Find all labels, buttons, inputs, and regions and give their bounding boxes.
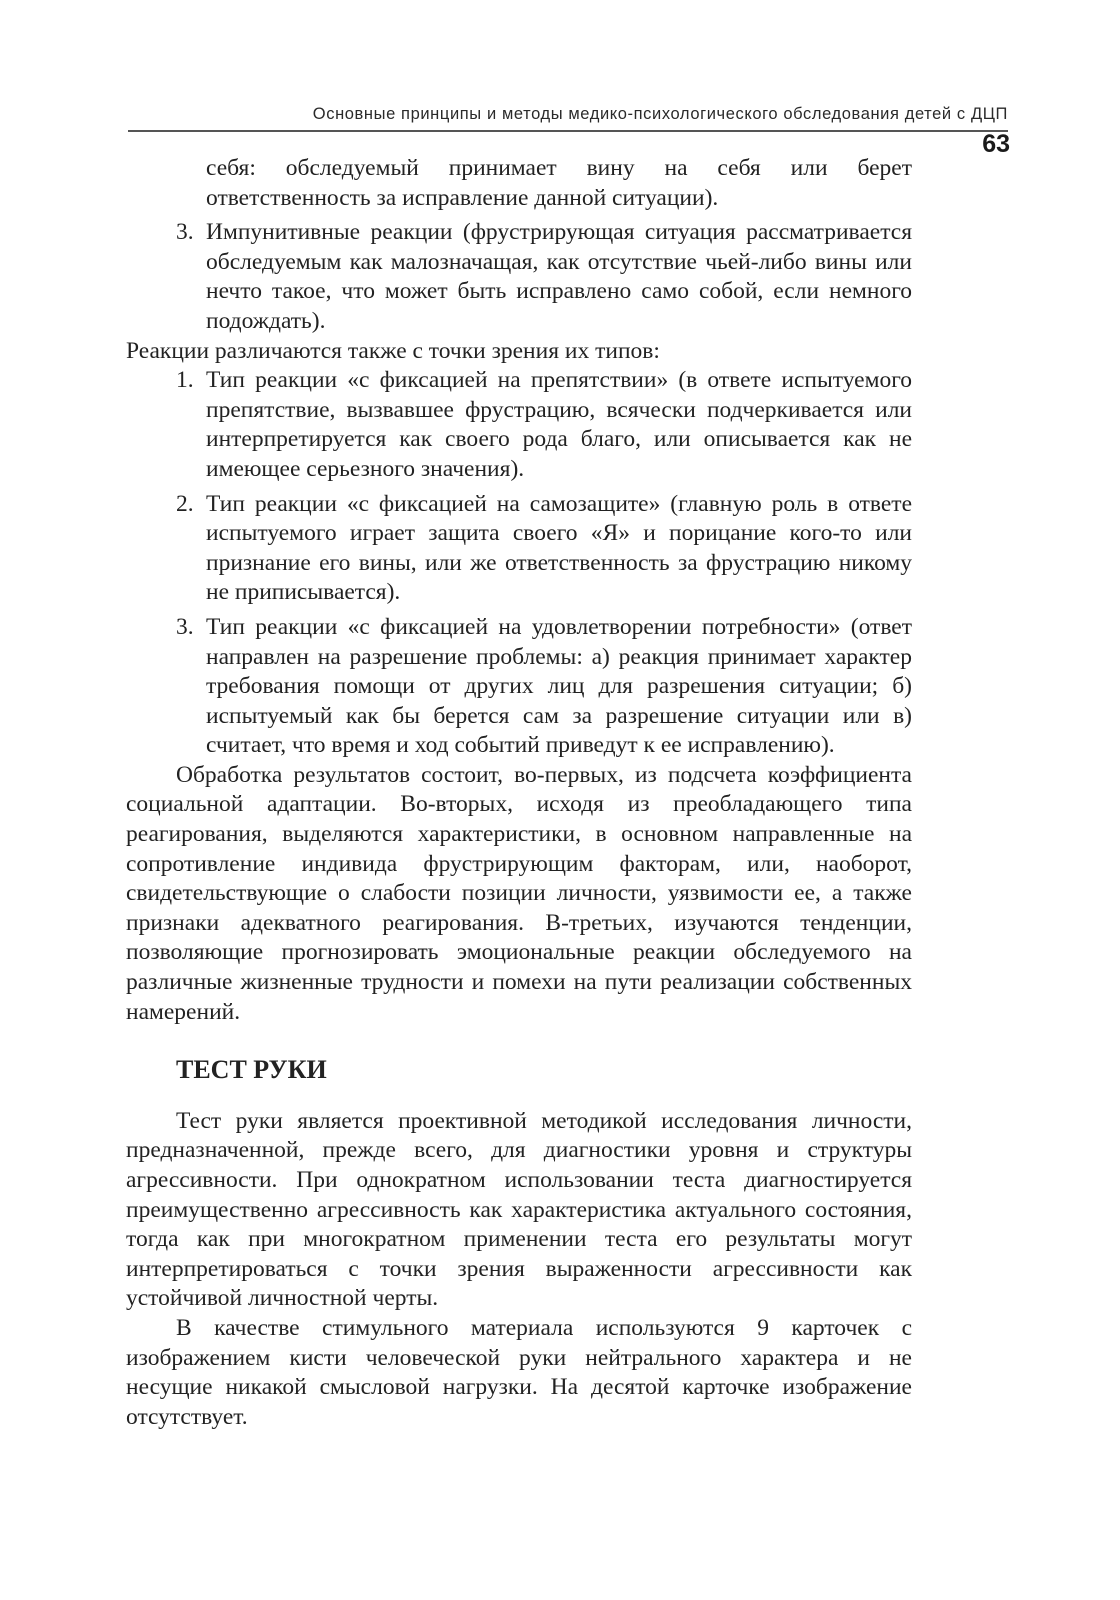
section-heading: ТЕСТ РУКИ: [176, 1055, 327, 1085]
list-item-number: 3.: [176, 219, 194, 246]
page-number: 63: [982, 130, 1010, 158]
list-item: [126, 490, 912, 608]
list-item: [126, 366, 912, 484]
section-paragraph: В качестве стимульного материала используются 9 карточек с изображением кисти человеческой руки нейтрального характера и не несущие никакой смысловой нагрузки. На десятой карточке изображение отсутствует.: [126, 1314, 912, 1430]
list-item: [126, 613, 912, 761]
list-item-text: Тип реакции «с фиксацией на препятствии» (в ответе испытуемого препятствие, вызвавшее фрустрацию, всячески подчеркивается или интерпретируется как своего рода благо, или описывается как не имеющее серьезного значения).: [206, 367, 912, 482]
list-item-text: Тип реакции «с фиксацией на удовлетворении потребности» (ответ направлен на разрешение проблемы: а) реакция принимает характер требования помощи от других лиц для разрешения ситуации; б) испытуемый как бы берется сам за разрешение ситуации или в) считает, что время и ход событий приведут к ее исправлению).: [206, 613, 912, 759]
list-item-text: Тип реакции «с фиксацией на самозащите» (главную роль в ответе испытуемого играет защита своего «Я» и порицание кого-то или признание его вины, или же ответственность за фрустрацию никому не приписывается).: [206, 490, 912, 606]
continuation-text: себя: обследуемый принимает вину на себя или берет ответственность за исправление данной ситуации).: [206, 155, 912, 211]
list-item-number: 3.: [176, 613, 194, 640]
section-paragraph: Тест руки является проективной методикой исследования личности, предназначенной, прежде всего, для диагностики уровня и структуры агрессивности. При однократном использовании теста диагностируется преимущественно агрессивность как характеристика актуального состояния, тогда как при многократном применении теста его результаты могут интерпретироваться с точки зрения выраженности агрессивности как устойчивой личностной черты.: [126, 1107, 912, 1312]
running-header: [128, 104, 1008, 132]
list-item: [126, 218, 912, 336]
types-intro: Реакции различаются также с точки зрения их типов:: [126, 337, 660, 364]
list-item-number: 2.: [176, 490, 194, 517]
list-item-number: 1.: [176, 367, 194, 394]
page-body: [126, 154, 912, 1432]
processing-paragraph: Обработка результатов состоит, во-первых, из подсчета коэффициента социальной адаптации. Во-вторых, исходя из преобладающего типа реагирования, выделяются характеристики, в основном направленные на сопротивление индивида фрустрирующим факторам, или, наоборот, свидетельствующие о слабости позиции личности, уязвимости ее, а также признаки адекватного реагирования. В-третьих, изучаются тенденции, позволяющие прогнозировать эмоциональные реакции обследуемого на различные жизненные трудности и помехи на пути реализации собственных намерений.: [126, 761, 912, 1025]
running-title: Основные принципы и методы медико-психологического обследования детей с ДЦП: [312, 105, 1008, 123]
list-item-text: Импунитивные реакции (фрустрирующая ситуация рассматривается обследуемым как малозначащая, как отсутствие чьей-либо вины или нечто такое, что может быть исправлено само собой, если немного подождать).: [206, 219, 912, 334]
